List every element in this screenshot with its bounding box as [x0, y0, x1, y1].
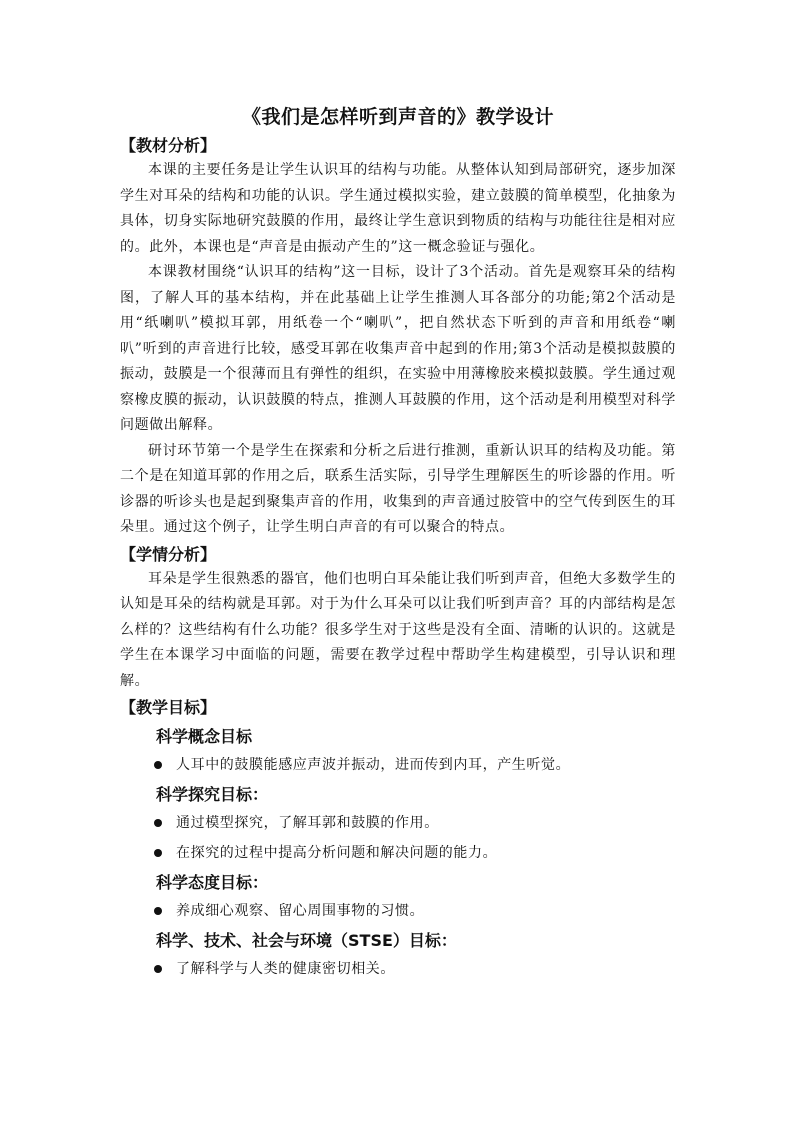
goal-item — [120, 898, 676, 924]
goal-item-text: 在探究的过程中提高分析问题和解决问题的能力。 — [176, 845, 498, 861]
goal-group-title: 科学、技术、社会与环境（STSE）目标： — [156, 931, 457, 950]
goal-group-title: 科学探究目标： — [156, 785, 269, 804]
goal-item-text: 人耳中的鼓膜能感应声波并振动，进而传到内耳，产生听觉。 — [176, 757, 571, 773]
goal-list — [120, 752, 676, 778]
goal-item — [120, 956, 676, 982]
goal-list — [120, 898, 676, 924]
document-page — [120, 102, 676, 986]
goal-list — [120, 810, 676, 866]
bullet-icon — [154, 907, 162, 915]
goal-item-text: 了解科学与人类的健康密切相关。 — [176, 961, 395, 977]
paragraph: 本课教材围绕“认识耳的结构”这一目标，设计了3个活动。首先是观察耳朵的结构图，了解人耳的基本结构，并在此基础上让学生推测人耳各部分的功能;第2个活动是用“纸喇叭”模拟耳郭，用纸卷一个“喇叭”，把自然状态下听到的声音和用纸卷“喇叭”听到的声音进行比较，感受耳郭在收集声音中起到的作用;第3个活动是模拟鼓膜的振动，鼓膜是一个很薄而且有弹性的组织，在实验中用薄橡胶来模拟鼓膜。学生通过观察橡皮膜的振动，认识鼓膜的特点，推测人耳鼓膜的作用，这个活动是利用模型对科学问题做出解释。 — [120, 264, 676, 433]
section-heading-textbook: 【教材分析】 — [120, 136, 217, 155]
goal-list — [120, 956, 676, 982]
paragraph: 研讨环节第一个是学生在探索和分析之后进行推测，重新认识耳的结构及功能。第二个是在知道耳郭的作用之后，联系生活实际，引导学生理解医生的听诊器的作用。听诊器的听诊头也是起到聚集声音的作用，收集到的声音通过胶管中的空气传到医生的耳朵里。通过这个例子，让学生明白声音的有可以聚合的特点。 — [120, 442, 676, 535]
bullet-icon — [154, 819, 162, 827]
goal-item — [120, 810, 676, 836]
goal-item-text: 养成细心观察、留心周围事物的习惯。 — [176, 903, 425, 919]
goal-group-title: 科学态度目标： — [156, 873, 269, 892]
section-heading-goals: 【教学目标】 — [120, 698, 217, 717]
bullet-icon — [154, 965, 162, 973]
paragraph: 本课的主要任务是让学生认识耳的结构与功能。从整体认知到局部研究，逐步加深学生对耳朵的结构和功能的认识。学生通过模拟实验，建立鼓膜的简单模型，化抽象为具体，切身实际地研究鼓膜的作用，最终让学生意识到物质的结构与功能往往是相对应的。此外，本课也是“声音是由振动产生的”这一概念验证与强化。 — [120, 162, 676, 255]
goal-item — [120, 840, 676, 866]
bullet-icon — [154, 761, 162, 769]
bullet-icon — [154, 849, 162, 857]
goal-group-title: 科学概念目标 — [156, 727, 253, 746]
paragraph: 耳朵是学生很熟悉的器官，他们也明白耳朵能让我们听到声音，但绝大多数学生的认知是耳朵的结构就是耳郭。对于为什么耳朵可以让我们听到声音？耳的内部结构是怎么样的？这些结构有什么功能？很多学生对于这些是没有全面、清晰的认识的。这就是学生在本课学习中面临的问题，需要在教学过程中帮助学生构建模型，引导认识和理解。 — [120, 570, 676, 689]
goal-item — [120, 752, 676, 778]
document-title: 《我们是怎样听到声音的》教学设计 — [241, 106, 554, 128]
section-heading-learners: 【学情分析】 — [120, 544, 217, 564]
goal-item-text: 通过模型探究，了解耳郭和鼓膜的作用。 — [176, 815, 439, 831]
